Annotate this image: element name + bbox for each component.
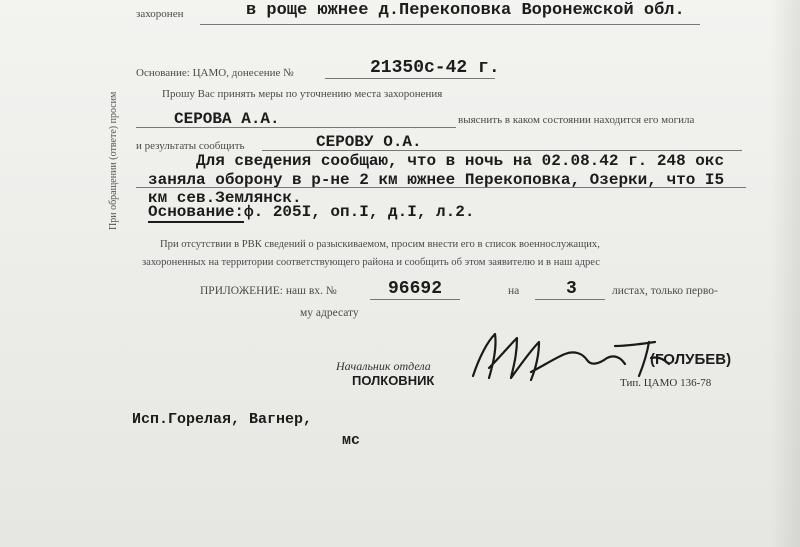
basis-value: 21350с-42 г. bbox=[370, 58, 500, 78]
request-line: Прошу Вас принять меры по уточнению места захоронения bbox=[162, 88, 443, 100]
person-value: СЕРОВА А.А. bbox=[174, 110, 280, 128]
attachment-label: ПРИЛОЖЕНИЕ: наш вх. № bbox=[200, 285, 337, 297]
handwritten-signature bbox=[465, 328, 675, 388]
person-underline bbox=[136, 127, 456, 128]
body-source-rest: ф. 205I, оп.I, д.I, л.2. bbox=[244, 203, 475, 221]
attachment-sheets: 3 bbox=[566, 279, 577, 299]
body-line-2: заняла оборону в р-не 2 км южнее Перекоповка, Озерки, что I5 bbox=[148, 171, 725, 189]
basis-label: Основание: ЦАМО, донесение № bbox=[136, 67, 294, 79]
footer-line-1: При отсутствии в РВК сведений о разыскиваемом, просим внести его в список военнослужащих, bbox=[160, 239, 600, 250]
attachment-on-label: на bbox=[508, 285, 520, 297]
footer-line-2: захороненных на территории соответствующего района и сообщить об этом заявителю и в наш адрес bbox=[142, 257, 600, 268]
buried-underline bbox=[200, 24, 700, 25]
attachment-sheets-label: листах, только перво- bbox=[612, 285, 718, 297]
report-label: и результаты сообщить bbox=[136, 140, 245, 152]
attachment-sheets-underline bbox=[535, 299, 605, 300]
report-underline bbox=[262, 150, 742, 151]
executors-line-2: мс bbox=[342, 432, 361, 449]
executors-line-1: Исп.Горелая, Вагнер, bbox=[132, 411, 313, 428]
attachment-number: 96692 bbox=[388, 279, 443, 299]
basis-underline bbox=[325, 78, 495, 79]
paper-edge-shadow bbox=[770, 0, 800, 547]
body-source-word: Основание: bbox=[148, 203, 245, 221]
attachment-addressee: му адресату bbox=[300, 307, 359, 319]
clarify-label: выяснить в каком состоянии находится его могила bbox=[458, 114, 695, 126]
body-line-1: Для сведения сообщаю, что в ночь на 02.08.42 г. 248 окс bbox=[196, 152, 725, 170]
signer-name: (ГОЛУБЕВ) bbox=[650, 351, 732, 368]
body-source-line bbox=[148, 203, 474, 221]
position-label: Начальник отдела bbox=[336, 359, 431, 373]
print-shop-mark: Тип. ЦАМО 136-78 bbox=[620, 377, 712, 389]
body-underline bbox=[136, 187, 746, 188]
buried-location-value: в роще южнее д.Перекоповка Воронежской обл. bbox=[246, 1, 685, 20]
side-margin-note: При обращении (ответе) просим bbox=[108, 91, 119, 230]
rank-label: ПОЛКОВНИК bbox=[352, 373, 435, 388]
attachment-number-underline bbox=[370, 299, 460, 300]
buried-label: захоронен bbox=[136, 8, 184, 20]
body-line-3: км сев.Землянск. bbox=[148, 189, 302, 207]
report-value: СЕРОВУ О.А. bbox=[316, 133, 422, 151]
